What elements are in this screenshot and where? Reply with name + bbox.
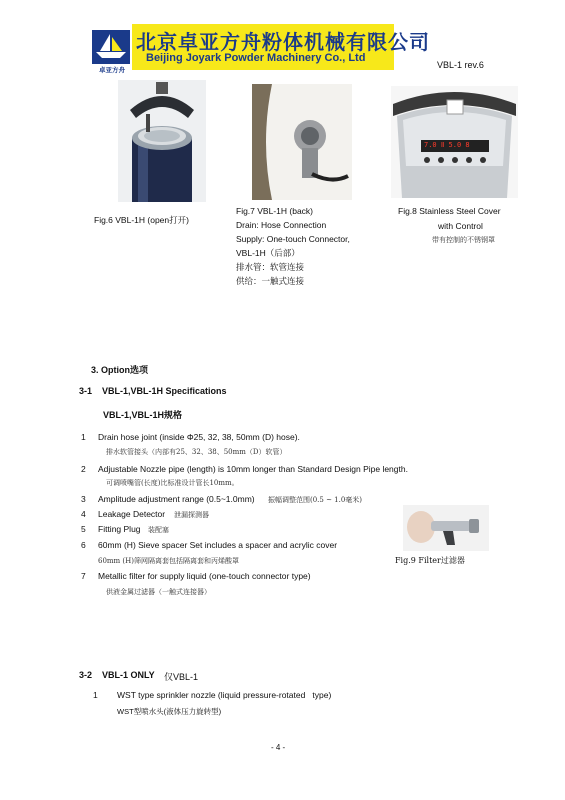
option-item-6-text: 60mm (H) Sieve spacer Set includes a spacer and acrylic cover	[98, 540, 338, 550]
option-3-2-item-1-text: WST type sprinkler nozzle (liquid pressure-rotated type)	[117, 690, 332, 700]
option-item-2-num: 2	[81, 464, 86, 474]
fig7-caption: Fig.7 VBL-1H (back) Drain: Hose Connection Supply: One-touch Connector, VBL-1H（后部） 排水管：软管连接 供给：一触式连接	[236, 206, 350, 286]
fig9-caption: Fig.9 Filter过滤器	[395, 556, 465, 565]
option-item-6-num: 6	[81, 540, 86, 550]
option-item-4-cn: 泄漏探测器	[174, 511, 209, 519]
option-item-7-cn: 供液金属过滤器（一触式连接器）	[106, 588, 211, 596]
section-title: 3. Option选项	[91, 365, 148, 375]
option-item-4-text: Leakage Detector	[98, 509, 166, 519]
fig8-panel-display: 7.0 Ⅱ 5.0 8	[424, 141, 470, 149]
option-item-1-text: Drain hose joint (inside Φ25, 32, 38, 50mm (D) hose).	[98, 432, 300, 442]
option-item-4-num: 4	[81, 509, 86, 519]
fig6-photo	[118, 80, 206, 202]
option-item-3-cn: 振幅调整范围(0.5 ~ 1.0毫米)	[268, 496, 363, 504]
option-item-1-cn: 排水软管接头（内部有25、32、38、50mm（D）软管）	[106, 448, 287, 456]
option-item-3-num: 3	[81, 494, 86, 504]
subsection-3-1-title-cn: VBL-1,VBL-1H规格	[103, 410, 183, 420]
option-item-6-cn: 60mm (H)筛网隔离套包括隔离套和丙烯酸罩	[98, 557, 239, 565]
option-item-5-text: Fitting Plug	[98, 524, 141, 534]
option-item-2-cn: 可调喷嘴管(长度)比标准设计管长10mm。	[106, 479, 239, 487]
fig8-caption-cn: 带有控制的不锈钢罩	[432, 236, 495, 244]
fig8-caption-line1: Fig.8 Stainless Steel Cover	[398, 206, 501, 216]
option-item-5-num: 5	[81, 524, 86, 534]
revision-label: VBL-1 rev.6	[437, 60, 484, 70]
fig9-photo	[403, 505, 489, 551]
fig6-caption: Fig.6 VBL-1H (open打开)	[94, 215, 189, 225]
logo-text: JOYARK 卓亚方舟	[97, 58, 127, 74]
fig8-photo	[391, 86, 518, 198]
page-number: - 4 -	[271, 743, 286, 752]
option-3-2-item-1-num: 1	[93, 690, 98, 700]
option-item-1-num: 1	[81, 432, 86, 442]
company-name-cn: 北京卓亚方舟粉体机械有限公司	[136, 30, 430, 54]
option-3-2-item-1-cn: WST型喷水头(液体压力旋转型)	[117, 707, 222, 716]
subsection-3-2-title: 3-2 VBL-1 ONLY	[79, 670, 155, 680]
option-item-3-text: Amplitude adjustment range (0.5~1.0mm)	[98, 494, 255, 504]
option-item-7-num: 7	[81, 571, 86, 581]
option-item-2-text: Adjustable Nozzle pipe (length) is 10mm longer than Standard Design Pipe length.	[98, 464, 408, 474]
subsection-3-1-title: 3-1 VBL-1,VBL-1H Specifications	[79, 386, 227, 396]
subsection-3-2-title-cn: 仅VBL-1	[164, 672, 199, 682]
fig8-caption-line2: with Control	[438, 221, 483, 231]
fig7-photo	[252, 84, 352, 200]
option-item-7-text: Metallic filter for supply liquid (one-touch connector type)	[98, 571, 311, 581]
company-name-en: Beijing Joyark Powder Machinery Co., Ltd	[146, 52, 366, 64]
option-item-5-cn: 装配塞	[148, 526, 169, 534]
